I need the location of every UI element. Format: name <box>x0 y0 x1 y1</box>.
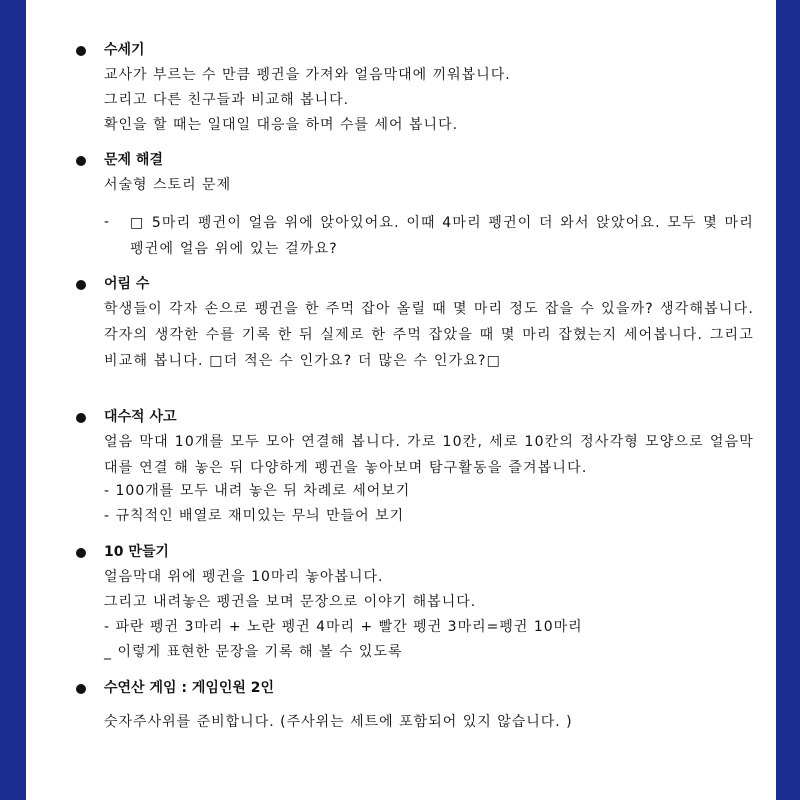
bullet-icon <box>76 46 86 56</box>
body-line: 그리고 내려놓은 펭귄을 보며 문장으로 이야기 해봅니다. <box>104 594 477 610</box>
section-heading: 수세기 <box>104 42 145 58</box>
section-heading: 수연산 게임 : 게임인원 2인 <box>104 680 275 696</box>
body-line: - 규칙적인 배열로 재미있는 무늬 만들어 보기 <box>104 508 405 524</box>
body-paragraph: 학생들이 각자 손으로 펭귄을 한 주먹 잡아 올릴 때 몇 마리 정도 잡을 수 있을까? 생각해봅니다. 각자의 생각한 수를 기록 한 뒤 실제로 한 주먹 잡았을 때 몇 마리 잡혔는지 세어봅니다. 그리고 비교해 봅니다. □더 적은 수 인가요? 더 많은 수 인가요?□ <box>104 301 754 369</box>
dash-list-item <box>104 210 754 262</box>
bullet-icon <box>76 684 86 694</box>
body-line: _ 이렇게 표현한 문장을 기록 해 볼 수 있도록 <box>104 644 403 660</box>
body-line: 숫자주사위를 준비합니다. (주사위는 세트에 포함되어 있지 않습니다. ) <box>104 714 573 730</box>
bullet-icon <box>76 548 86 558</box>
section-heading: 어림 수 <box>104 276 150 292</box>
story-problem-text: □ 5마리 펭귄이 얼음 위에 앉아있어요. 이때 4마리 펭귄이 더 와서 앉았어요. 모두 몇 마리 펭귄에 얼음 위에 있는 걸까요? <box>130 215 754 257</box>
section-heading: 문제 해결 <box>104 152 163 168</box>
document-page <box>26 0 776 800</box>
section-heading: 대수적 사고 <box>104 409 177 425</box>
body-paragraph: 얼음 막대 10개를 모두 모아 연결해 봅니다. 가로 10칸, 세로 10칸의 정사각형 모양으로 얼음막대를 연결 해 놓은 뒤 다양하게 펭귄을 놓아보며 탐구활동을 즐겨봅니다. <box>104 434 754 476</box>
body-line: 서술형 스토리 문제 <box>104 177 232 193</box>
bullet-icon <box>76 156 86 166</box>
bullet-icon <box>76 280 86 290</box>
bullet-icon <box>76 413 86 423</box>
body-line: - 파란 펭귄 3마리 + 노란 펭귄 4마리 + 빨간 펭귄 3마리=펭귄 10마리 <box>104 619 583 635</box>
dash-mark: - <box>104 214 110 230</box>
section-heading: 10 만들기 <box>104 544 169 560</box>
body-line: 교사가 부르는 수 만큼 펭귄을 가져와 얼음막대에 끼워봅니다. <box>104 67 511 83</box>
body-line: 얼음막대 위에 펭귄을 10마리 놓아봅니다. <box>104 569 384 585</box>
body-line: - 100개를 모두 내려 놓은 뒤 차례로 세어보기 <box>104 483 411 499</box>
body-line: 확인을 할 때는 일대일 대응을 하며 수를 세어 봅니다. <box>104 117 459 133</box>
body-line: 그리고 다른 친구들과 비교해 봅니다. <box>104 92 350 108</box>
